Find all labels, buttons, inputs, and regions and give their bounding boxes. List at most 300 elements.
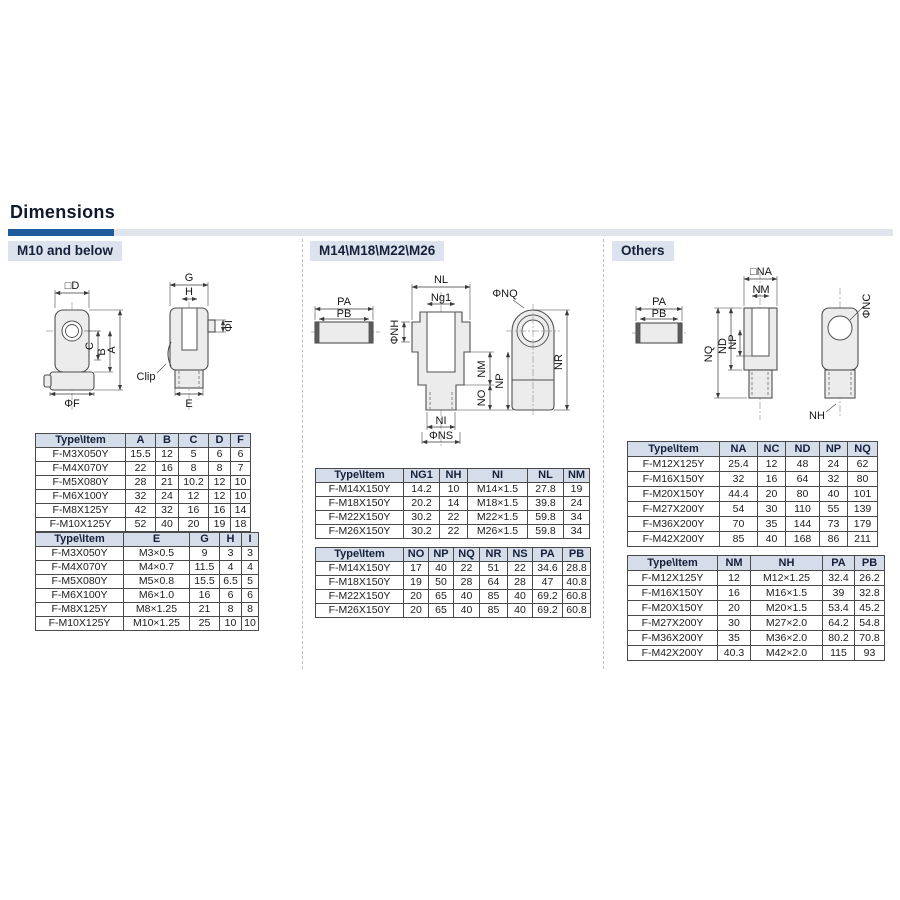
table-row — [36, 490, 251, 504]
table-cell: F-M4X070Y — [36, 462, 126, 476]
dim-label-ND: ND — [717, 338, 729, 354]
table-row — [316, 562, 591, 576]
dim-label-C: C — [84, 342, 96, 350]
table-cell: 40.8 — [563, 576, 591, 590]
column-header: Type\Item — [36, 434, 126, 448]
table-cell: 40 — [508, 604, 533, 618]
table-cell: 110 — [786, 502, 820, 517]
column-header: NM — [564, 469, 590, 483]
dim-label-clip: Clip — [136, 371, 156, 383]
table-cell: 32.8 — [855, 586, 885, 601]
table-cell: 59.8 — [528, 511, 564, 525]
section-header-m10-and-below: M10 and below — [8, 241, 122, 261]
dim-label-A: A — [106, 346, 118, 354]
dim-label-NS: ΦNS — [428, 430, 454, 442]
table-cell: 85 — [480, 590, 508, 604]
table-cell: F-M20X150Y — [628, 601, 718, 616]
table-cell: 28 — [126, 476, 156, 490]
section-header-m14-m26: M14\M18\M22\M26 — [310, 241, 444, 261]
table-cell: 16 — [209, 504, 231, 518]
table-cell: 39 — [823, 586, 855, 601]
table-row — [36, 617, 259, 631]
table-cell: F-M27X200Y — [628, 502, 720, 517]
table-cell: M16×1.5 — [751, 586, 823, 601]
table-cell: 54.8 — [855, 616, 885, 631]
table-cell: F-M10X125Y — [36, 518, 126, 532]
table-cell: 19 — [404, 576, 429, 590]
table-cell: 30 — [758, 502, 786, 517]
column-header: NL — [528, 469, 564, 483]
drawing-others-clevis — [610, 258, 894, 426]
column-header: F — [231, 434, 251, 448]
title-underline-track — [114, 229, 893, 236]
table-cell: F-M18X150Y — [316, 497, 404, 511]
table-row — [36, 561, 259, 575]
table-row — [628, 472, 878, 487]
dim-label-NL: NL — [433, 274, 449, 286]
column-header: NS — [508, 548, 533, 562]
column-header: NA — [720, 442, 758, 457]
table-row — [36, 547, 259, 561]
table-cell: 14 — [440, 497, 468, 511]
table-others-nm-pb — [627, 555, 885, 661]
m14-pin — [311, 296, 380, 343]
table-cell: F-M36X200Y — [628, 631, 718, 646]
table-cell: 85 — [480, 604, 508, 618]
dim-label-NA: □NA — [750, 266, 772, 278]
table-cell: 12 — [718, 571, 751, 586]
table-cell: 3 — [242, 547, 259, 561]
table-cell: 22 — [126, 462, 156, 476]
table-cell: 40 — [429, 562, 454, 576]
dim-label-PB: PB — [651, 308, 667, 320]
dim-label-E: E — [185, 398, 193, 410]
table-cell: 70 — [720, 517, 758, 532]
table-cell: 22 — [440, 525, 468, 539]
table-cell: 6 — [231, 448, 251, 462]
table-cell: 20.2 — [404, 497, 440, 511]
table-cell: M8×1.25 — [124, 603, 190, 617]
dim-label-PA: PA — [337, 296, 351, 308]
table-cell: 93 — [855, 646, 885, 661]
table-cell: 40 — [454, 590, 480, 604]
table-cell: F-M4X070Y — [36, 561, 124, 575]
table-row — [628, 517, 878, 532]
table-cell: M18×1.5 — [468, 497, 528, 511]
table-cell: F-M5X080Y — [36, 476, 126, 490]
table-cell: M5×0.8 — [124, 575, 190, 589]
table-row — [316, 525, 590, 539]
table-cell: 28 — [508, 576, 533, 590]
table-cell: F-M12X125Y — [628, 571, 718, 586]
table-cell: 17 — [404, 562, 429, 576]
table-row — [316, 590, 591, 604]
column-header: NC — [758, 442, 786, 457]
table-m10-eghi — [35, 532, 259, 631]
column-header: Type\Item — [316, 469, 404, 483]
table-row — [316, 483, 590, 497]
dim-label-NR: NR — [553, 354, 565, 370]
table-row — [36, 462, 251, 476]
table-cell: 50 — [429, 576, 454, 590]
column-header: Type\Item — [628, 556, 718, 571]
column-header: H — [220, 533, 242, 547]
table-cell: 10 — [440, 483, 468, 497]
dim-label-NM: NM — [476, 360, 488, 378]
m10-side-view — [137, 272, 235, 410]
table-cell: F-M8X125Y — [36, 504, 126, 518]
dim-label-I: ΦI — [223, 320, 235, 332]
table-header-row — [628, 442, 878, 457]
table-cell: 34 — [564, 511, 590, 525]
dim-label-NP: NP — [727, 334, 739, 350]
drawing-m14-m26-clevis — [308, 264, 598, 450]
dim-label-G: G — [184, 272, 194, 284]
table-cell: 15.5 — [126, 448, 156, 462]
column-divider-2 — [603, 239, 604, 669]
table-cell: 21 — [190, 603, 220, 617]
table-cell: 40.3 — [718, 646, 751, 661]
table-cell: 60.8 — [563, 604, 591, 618]
column-header: NR — [480, 548, 508, 562]
table-cell: F-M27X200Y — [628, 616, 718, 631]
table-cell: 16 — [718, 586, 751, 601]
table-row — [36, 518, 251, 532]
table-row — [316, 604, 591, 618]
column-header: D — [209, 434, 231, 448]
table-cell: 12 — [209, 490, 231, 504]
table-cell: 27.8 — [528, 483, 564, 497]
table-row — [628, 586, 885, 601]
table-cell: 48 — [786, 457, 820, 472]
table-cell: F-M22X150Y — [316, 590, 404, 604]
column-header: I — [242, 533, 259, 547]
table-cell: 53.4 — [823, 601, 855, 616]
table-cell: 54 — [720, 502, 758, 517]
table-cell: 16 — [179, 504, 209, 518]
table-cell: 40 — [156, 518, 179, 532]
table-cell: 16 — [758, 472, 786, 487]
table-cell: 86 — [820, 532, 848, 547]
table-cell: 19 — [209, 518, 231, 532]
table-cell: F-M3X050Y — [36, 547, 124, 561]
table-cell: 59.8 — [528, 525, 564, 539]
table-cell: 65 — [429, 604, 454, 618]
table-cell: 8 — [220, 603, 242, 617]
dim-label-NO: NO — [476, 389, 488, 407]
table-cell: F-M22X150Y — [316, 511, 404, 525]
table-cell: 22 — [508, 562, 533, 576]
table-row — [628, 502, 878, 517]
table-cell: 22 — [440, 511, 468, 525]
dim-label-PA: PA — [652, 296, 666, 308]
table-row — [36, 504, 251, 518]
table-cell: 8 — [179, 462, 209, 476]
table-cell: 8 — [242, 603, 259, 617]
table-cell: 9 — [190, 547, 220, 561]
table-header-row — [36, 434, 251, 448]
table-cell: 32 — [126, 490, 156, 504]
dim-label-H: H — [185, 286, 193, 298]
table-cell: 69.2 — [533, 604, 563, 618]
table-cell: 65 — [429, 590, 454, 604]
table-cell: F-M10X125Y — [36, 617, 124, 631]
table-cell: 32 — [720, 472, 758, 487]
dim-label-NP: NP — [494, 373, 506, 389]
column-header: C — [179, 434, 209, 448]
dim-label-NH: ΦNH — [389, 319, 401, 345]
column-header: PB — [563, 548, 591, 562]
table-cell: 168 — [786, 532, 820, 547]
table-cell: F-M14X150Y — [316, 483, 404, 497]
table-cell: M3×0.5 — [124, 547, 190, 561]
table-cell: 70.8 — [855, 631, 885, 646]
table-cell: 6.5 — [220, 575, 242, 589]
table-cell: 20 — [404, 604, 429, 618]
table-cell: 69.2 — [533, 590, 563, 604]
column-header: Type\Item — [36, 533, 124, 547]
column-header: NP — [820, 442, 848, 457]
table-cell: 64 — [786, 472, 820, 487]
table-cell: 28.8 — [563, 562, 591, 576]
table-cell: F-M3X050Y — [36, 448, 126, 462]
table-cell: 32 — [156, 504, 179, 518]
table-cell: M12×1.25 — [751, 571, 823, 586]
m14-front-view — [389, 274, 513, 448]
table-cell: 144 — [786, 517, 820, 532]
table-cell: 5 — [242, 575, 259, 589]
table-cell: 10 — [242, 617, 259, 631]
column-header: A — [126, 434, 156, 448]
table-cell: 85 — [720, 532, 758, 547]
table-cell: 12 — [758, 457, 786, 472]
others-side-view — [809, 288, 873, 422]
table-cell: 25 — [190, 617, 220, 631]
table-cell: 10 — [231, 490, 251, 504]
table-m10-abcdf — [35, 433, 251, 532]
table-cell: 179 — [848, 517, 878, 532]
table-cell: 32 — [820, 472, 848, 487]
column-header: E — [124, 533, 190, 547]
table-cell: 24 — [156, 490, 179, 504]
column-divider-1 — [302, 239, 303, 669]
table-cell: 30.2 — [404, 525, 440, 539]
table-cell: 16 — [190, 589, 220, 603]
table-row — [36, 603, 259, 617]
table-row — [316, 576, 591, 590]
dim-label-NQ: ΦNQ — [492, 288, 518, 300]
table-cell: M26×1.5 — [468, 525, 528, 539]
table-cell: F-M42X200Y — [628, 532, 720, 547]
table-cell: 40 — [508, 590, 533, 604]
table-header-row — [36, 533, 259, 547]
table-cell: 20 — [404, 590, 429, 604]
table-row — [628, 601, 885, 616]
dim-label-NM: NM — [752, 284, 770, 296]
column-header: PA — [533, 548, 563, 562]
dim-label-PB: PB — [336, 308, 352, 320]
table-cell: F-M20X150Y — [628, 487, 720, 502]
table-cell: F-M26X150Y — [316, 604, 404, 618]
table-cell: 24 — [564, 497, 590, 511]
table-cell: 40 — [454, 604, 480, 618]
dim-label-D: □D — [64, 280, 80, 292]
table-row — [316, 511, 590, 525]
dim-label-NI: NI — [435, 415, 447, 427]
table-cell: 20 — [718, 601, 751, 616]
dim-label-NQ: NQ — [703, 345, 715, 363]
table-cell: 80 — [848, 472, 878, 487]
table-cell: 62 — [848, 457, 878, 472]
table-cell: 52 — [126, 518, 156, 532]
table-cell: 42 — [126, 504, 156, 518]
table-cell: 80 — [786, 487, 820, 502]
table-cell: 6 — [209, 448, 231, 462]
table-cell: F-M36X200Y — [628, 517, 720, 532]
column-header: NQ — [454, 548, 480, 562]
table-cell: 35 — [758, 517, 786, 532]
table-cell: 60.8 — [563, 590, 591, 604]
table-row — [628, 631, 885, 646]
table-cell: 35 — [718, 631, 751, 646]
column-header: B — [156, 434, 179, 448]
table-cell: 21 — [156, 476, 179, 490]
column-header: NH — [751, 556, 823, 571]
table-row — [628, 457, 878, 472]
table-cell: 34.6 — [533, 562, 563, 576]
table-row — [36, 476, 251, 490]
table-cell: M14×1.5 — [468, 483, 528, 497]
table-cell: 32.4 — [823, 571, 855, 586]
column-header: Type\Item — [316, 548, 404, 562]
table-cell: F-M6X100Y — [36, 589, 124, 603]
table-cell: 40 — [758, 532, 786, 547]
column-header: NM — [718, 556, 751, 571]
table-cell: 10.2 — [179, 476, 209, 490]
table-cell: F-M8X125Y — [36, 603, 124, 617]
table-cell: M4×0.7 — [124, 561, 190, 575]
table-cell: 115 — [823, 646, 855, 661]
table-cell: 55 — [820, 502, 848, 517]
table-cell: 16 — [156, 462, 179, 476]
table-cell: 20 — [758, 487, 786, 502]
table-cell: M20×1.5 — [751, 601, 823, 616]
table-cell: F-M5X080Y — [36, 575, 124, 589]
section-header-others: Others — [612, 241, 674, 261]
table-row — [36, 448, 251, 462]
table-cell: 64.2 — [823, 616, 855, 631]
table-row — [628, 487, 878, 502]
table-cell: 22 — [454, 562, 480, 576]
table-cell: M22×1.5 — [468, 511, 528, 525]
table-cell: F-M16X150Y — [628, 586, 718, 601]
table-cell: F-M42X200Y — [628, 646, 718, 661]
table-cell: 10 — [220, 617, 242, 631]
table-cell: 15.5 — [190, 575, 220, 589]
table-cell: 26.2 — [855, 571, 885, 586]
table-cell: M27×2.0 — [751, 616, 823, 631]
table-cell: M10×1.25 — [124, 617, 190, 631]
table-cell: 19 — [564, 483, 590, 497]
column-header: G — [190, 533, 220, 547]
dim-label-Ng1: Ng1 — [430, 292, 452, 304]
table-cell: 40 — [820, 487, 848, 502]
table-cell: F-M18X150Y — [316, 576, 404, 590]
m10-front-view — [44, 280, 123, 410]
column-header: ND — [786, 442, 820, 457]
dim-label-NH: NH — [809, 410, 825, 422]
dim-label-NC: ΦNC — [861, 293, 873, 319]
table-cell: F-M16X150Y — [628, 472, 720, 487]
table-row — [628, 571, 885, 586]
column-header: Type\Item — [628, 442, 720, 457]
table-cell: 11.5 — [190, 561, 220, 575]
table-cell: 4 — [220, 561, 242, 575]
column-header: PB — [855, 556, 885, 571]
m14-side-view — [492, 288, 570, 416]
table-header-row — [316, 548, 591, 562]
table-cell: M42×2.0 — [751, 646, 823, 661]
table-cell: 6 — [220, 589, 242, 603]
table-cell: 4 — [242, 561, 259, 575]
table-cell: 30 — [718, 616, 751, 631]
table-cell: 34 — [564, 525, 590, 539]
others-pin — [632, 296, 686, 343]
table-cell: F-M14X150Y — [316, 562, 404, 576]
table-cell: 5 — [179, 448, 209, 462]
table-cell: 24 — [820, 457, 848, 472]
page-title: Dimensions — [10, 202, 116, 222]
drawing-m10-clevis — [8, 260, 296, 420]
table-cell: 47 — [533, 576, 563, 590]
table-m14-no-pb — [315, 547, 591, 618]
table-cell: 12 — [179, 490, 209, 504]
table-cell: 8 — [209, 462, 231, 476]
table-cell: 12 — [209, 476, 231, 490]
table-cell: M36×2.0 — [751, 631, 823, 646]
column-header: NI — [468, 469, 528, 483]
table-cell: 10 — [231, 476, 251, 490]
column-header: NP — [429, 548, 454, 562]
table-cell: 139 — [848, 502, 878, 517]
table-m14-ng1-nm — [315, 468, 590, 539]
table-cell: 28 — [454, 576, 480, 590]
table-cell: 14.2 — [404, 483, 440, 497]
table-cell: F-M12X125Y — [628, 457, 720, 472]
table-cell: 39.8 — [528, 497, 564, 511]
column-header: NG1 — [404, 469, 440, 483]
column-header: NH — [440, 469, 468, 483]
table-row — [628, 646, 885, 661]
table-row — [316, 497, 590, 511]
table-header-row — [316, 469, 590, 483]
table-row — [36, 575, 259, 589]
table-cell: 6 — [242, 589, 259, 603]
table-cell: 211 — [848, 532, 878, 547]
table-cell: 7 — [231, 462, 251, 476]
table-cell: 30.2 — [404, 511, 440, 525]
table-cell: 12 — [156, 448, 179, 462]
others-front-view — [703, 266, 777, 420]
table-cell: 45.2 — [855, 601, 885, 616]
table-others-na-nq — [627, 441, 878, 547]
table-cell: 73 — [820, 517, 848, 532]
table-cell: 18 — [231, 518, 251, 532]
dim-label-B: B — [96, 348, 108, 356]
table-cell: 101 — [848, 487, 878, 502]
table-cell: 25.4 — [720, 457, 758, 472]
table-row — [628, 616, 885, 631]
